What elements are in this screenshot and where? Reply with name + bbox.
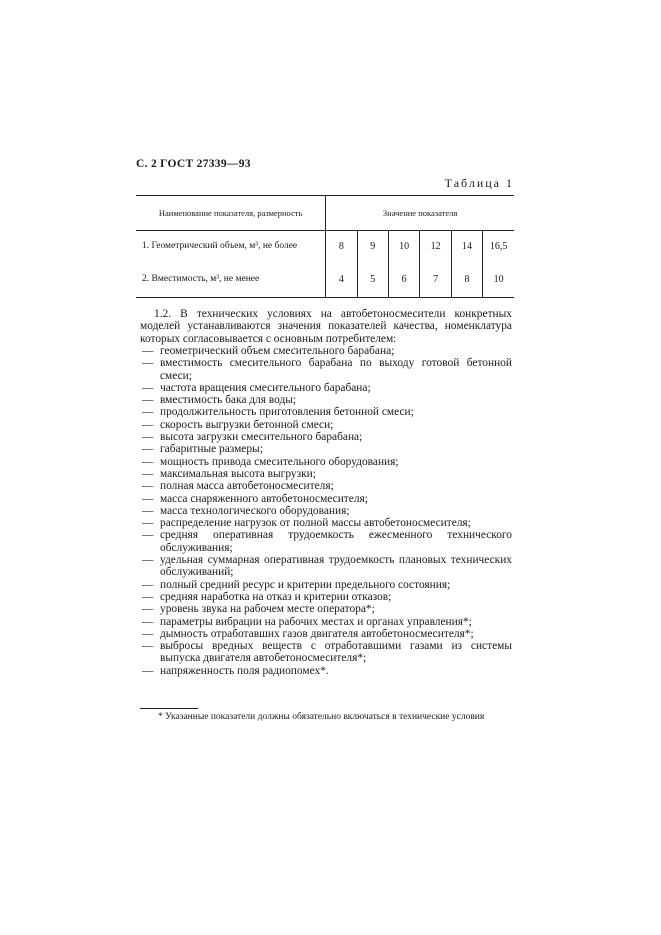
- list-item: — выбросы вредных веществ с отработавшими газами из системы выпуска двигателя автобетоносмесителя*;: [142, 640, 512, 665]
- row-value: 8: [451, 261, 482, 298]
- list-item: — геометрический объем смесительного барабана;: [142, 345, 395, 357]
- quality-indicators-list: [140, 345, 512, 677]
- row-value: 12: [420, 231, 451, 262]
- column-header-name: Наименование показателя, размерность: [136, 196, 326, 231]
- footnote: [140, 711, 512, 723]
- row-value: 10: [388, 231, 419, 262]
- list-item: — параметры вибрации на рабочих местах и органах управления*;: [142, 615, 472, 628]
- list-item: — вместимость бака для воды;: [142, 394, 297, 407]
- list-item: — полный средний ресурс и критерии предельного состояния;: [142, 578, 451, 591]
- row-value: 6: [388, 261, 419, 298]
- row-value: 16,5: [489, 240, 508, 252]
- list-item: — мощность привода смесительного оборудования;: [142, 455, 399, 468]
- row-name: 2. Вместимость, м³, не менее: [136, 261, 326, 298]
- list-item: — вместимость смесительного барабана по выходу готовой бетонной смеси;: [142, 357, 512, 382]
- list-item: — средняя оперативная трудоемкость ежесменного технического обслуживания;: [142, 529, 512, 554]
- row-value: 7: [420, 261, 451, 298]
- list-item: — скорость выгрузки бетонной смеси;: [142, 418, 334, 431]
- column-header-values: Значение показателя: [326, 196, 514, 231]
- row-value: 14: [451, 231, 482, 262]
- list-item: — полная масса автобетоносмесителя;: [142, 480, 334, 493]
- list-item: — продолжительность приготовления бетонной смеси;: [142, 406, 414, 419]
- parameters-table: [136, 195, 514, 298]
- list-item: — частота вращения смесительного барабана;: [142, 381, 371, 394]
- row-value: 4: [326, 261, 357, 298]
- row-name: 1. Геометрический объем, м³, не более: [136, 231, 326, 262]
- list-item: — удельная суммарная оперативная трудоемкость плановых технических обслуживаний;: [142, 554, 512, 579]
- table-row: [136, 231, 514, 262]
- page-header: С. 2 ГОСТ 27339—93: [136, 158, 251, 170]
- row-value: 9: [357, 231, 388, 262]
- list-item: — средняя наработка на отказ и критерии отказов;: [142, 590, 392, 603]
- list-item: — дымность отработавших газов двигателя автобетоносмесителя*;: [142, 627, 474, 640]
- list-item: — распределение нагрузок от полной массы автобетоносмесителя;: [142, 517, 471, 530]
- table-header-row: [136, 196, 514, 231]
- row-value: 5: [357, 261, 388, 298]
- list-item: — масса снаряженного автобетоносмесителя;: [142, 492, 368, 505]
- list-item: — максимальная высота выгрузки;: [142, 467, 316, 480]
- footnote-text: * Указанные показатели должны обязательно включаться в технические условия: [158, 712, 485, 722]
- list-item: — высота загрузки смесительного барабана;: [142, 431, 363, 444]
- list-item: — напряженность поля радиопомех*.: [142, 664, 329, 677]
- list-item: — габаритные размеры;: [142, 443, 263, 456]
- list-item: — уровень звука на рабочем месте оператора*;: [142, 603, 375, 616]
- list-item: — масса технологического оборудования;: [142, 504, 350, 517]
- intro-text: 1.2. В технических условиях на автобетоносмесители конкретных моделей устанавливаются значения показателей качества, номенклатура которых согласовывается с основным потребителем:: [140, 308, 512, 345]
- table-row: [136, 261, 514, 298]
- footnote-divider: [140, 708, 198, 709]
- table-caption: Таблица 1: [444, 176, 514, 190]
- intro-paragraph: [140, 308, 512, 345]
- row-value: 8: [326, 231, 357, 262]
- row-value: 10: [483, 261, 514, 298]
